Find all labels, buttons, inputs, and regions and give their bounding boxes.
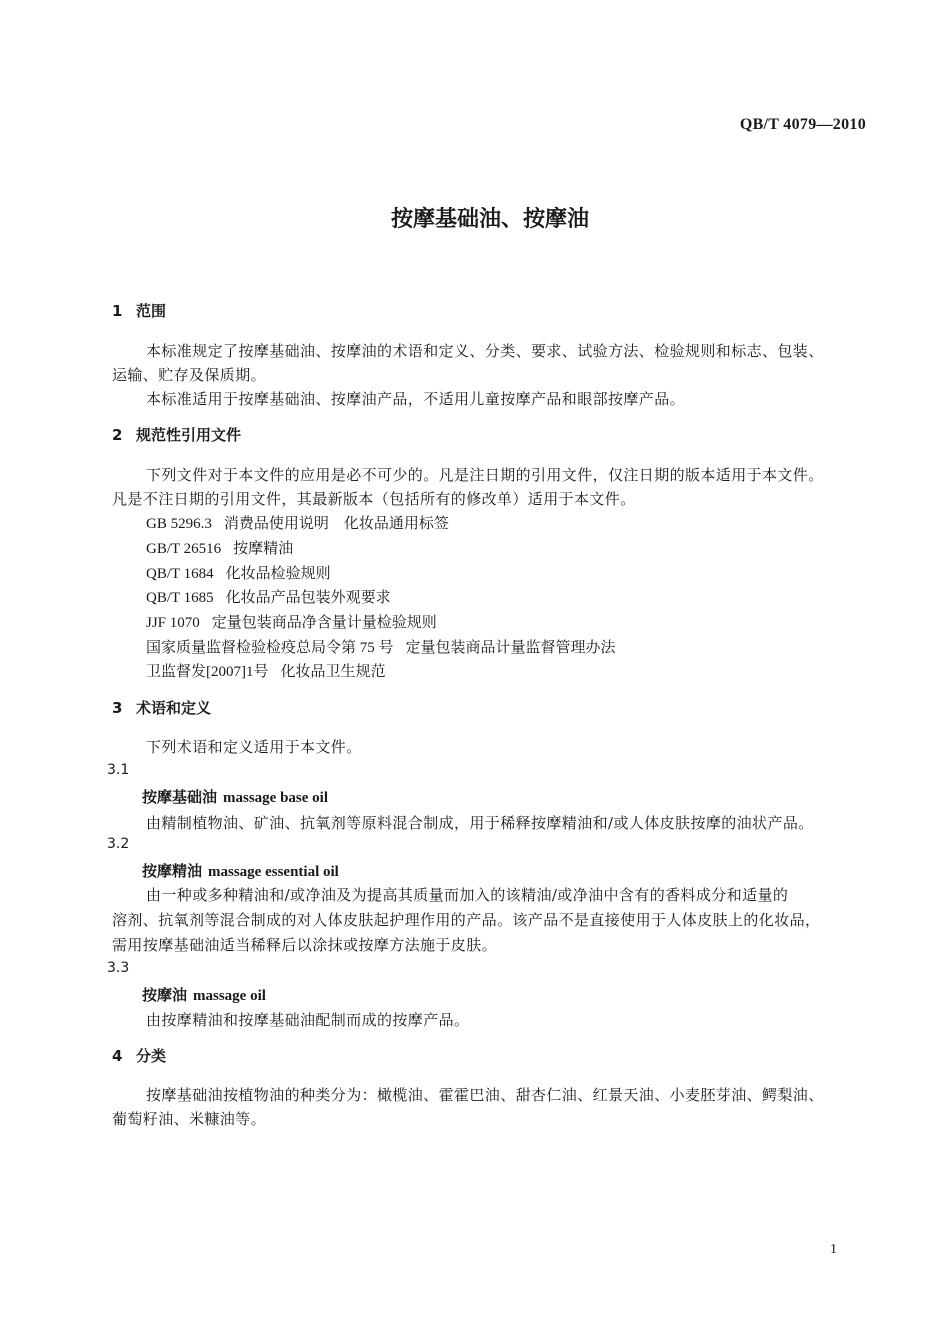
- scope-paragraph-line: 本标准规定了按摩基础油、按摩油的术语和定义、分类、要求、试验方法、检验规则和标志、包装、: [146, 342, 824, 360]
- term-chinese: 按摩精油: [142, 862, 203, 880]
- section-title: 规范性引用文件: [136, 426, 242, 444]
- section-number: 2: [112, 426, 123, 444]
- term-heading: [142, 984, 266, 1005]
- references-intro-line: 凡是不注日期的引用文件，其最新版本（包括所有的修改单）适用于本文件。: [112, 490, 636, 508]
- reference-item: [146, 660, 386, 681]
- reference-code: JJF 1070: [146, 615, 200, 631]
- reference-item: [146, 512, 449, 533]
- term-definition-line: 需用按摩基础油适当稀释后以涂抹或按摩方法施于皮肤。: [112, 936, 498, 954]
- section-2-heading: [112, 424, 241, 445]
- section-title: 分类: [136, 1047, 167, 1065]
- section-4-heading: [112, 1045, 166, 1066]
- section-number: 4: [112, 1047, 123, 1065]
- terms-intro: 下列术语和定义适用于本文件。: [146, 738, 362, 756]
- section-title: 术语和定义: [136, 699, 212, 717]
- term-heading: [142, 860, 339, 881]
- term-english: massage oil: [193, 988, 266, 1004]
- term-number: 3.3: [107, 960, 130, 976]
- reference-title: 消费品使用说明 化妆品通用标签: [223, 514, 449, 532]
- term-definition-line: 由按摩精油和按摩基础油配制而成的按摩产品。: [146, 1011, 470, 1029]
- section-number: 1: [112, 302, 123, 320]
- classification-paragraph-line: 葡萄籽油、米糠油等。: [112, 1110, 267, 1128]
- term-definition-line: 由一种或多种精油和/或净油及为提高其质量而加入的该精油/或净油中含有的香料成分和适量的: [146, 886, 789, 904]
- reference-code: GB/T 26516: [146, 541, 222, 557]
- reference-code: QB/T 1685: [146, 590, 214, 606]
- term-english: massage essential oil: [208, 864, 339, 880]
- reference-code: GB 5296.3: [146, 516, 212, 532]
- references-intro-line: 下列文件对于本文件的应用是必不可少的。凡是注日期的引用文件，仅注日期的版本适用于本文件。: [146, 466, 824, 484]
- term-chinese: 按摩基础油: [142, 788, 218, 806]
- reference-title: 按摩精油: [233, 539, 294, 557]
- reference-code: 国家质量监督检验检疫总局令第 75 号: [146, 640, 394, 656]
- term-definition-line: 溶剂、抗氧剂等混合制成的对人体皮肤起护理作用的产品。该产品不是直接使用于人体皮肤上的化妆品，: [112, 911, 821, 929]
- reference-title: 定量包装商品计量监督管理办法: [405, 638, 616, 656]
- term-chinese: 按摩油: [142, 986, 188, 1004]
- scope-applicability: 本标准适用于按摩基础油、按摩油产品，不适用儿童按摩产品和眼部按摩产品。: [146, 390, 686, 408]
- term-number: 3.2: [107, 836, 130, 852]
- classification-paragraph-line: 按摩基础油按植物油的种类分为：橄榄油、霍霍巴油、甜杏仁油、红景天油、小麦胚芽油、鳄梨油、: [146, 1086, 824, 1104]
- reference-item: [146, 636, 616, 657]
- term-definition-line: 由精制植物油、矿油、抗氧剂等原料混合制成，用于稀释按摩精油和/或人体皮肤按摩的油状产品。: [146, 814, 814, 832]
- scope-paragraph-line: 运输、贮存及保质期。: [112, 366, 267, 384]
- reference-code: QB/T 1684: [146, 566, 214, 582]
- reference-code: 卫监督发[2007]1号: [146, 664, 269, 680]
- reference-title: 化妆品产品包装外观要求: [225, 588, 391, 606]
- reference-title: 定量包装商品净含量计量检验规则: [211, 613, 437, 631]
- section-1-heading: [112, 300, 166, 321]
- section-title: 范围: [136, 302, 167, 320]
- reference-item: [146, 586, 391, 607]
- term-heading: [142, 786, 328, 807]
- term-number: 3.1: [107, 762, 130, 778]
- standard-number: QB/T 4079—2010: [739, 116, 866, 133]
- reference-title: 化妆品检验规则: [225, 564, 331, 582]
- reference-item: [146, 562, 331, 583]
- reference-title: 化妆品卫生规范: [280, 662, 386, 680]
- reference-item: [146, 537, 293, 558]
- term-english: massage base oil: [223, 790, 329, 806]
- page-number: 1: [830, 1242, 837, 1257]
- document-title: 按摩基础油、按摩油: [390, 207, 589, 232]
- reference-item: [146, 611, 437, 632]
- section-3-heading: [112, 697, 211, 718]
- section-number: 3: [112, 699, 123, 717]
